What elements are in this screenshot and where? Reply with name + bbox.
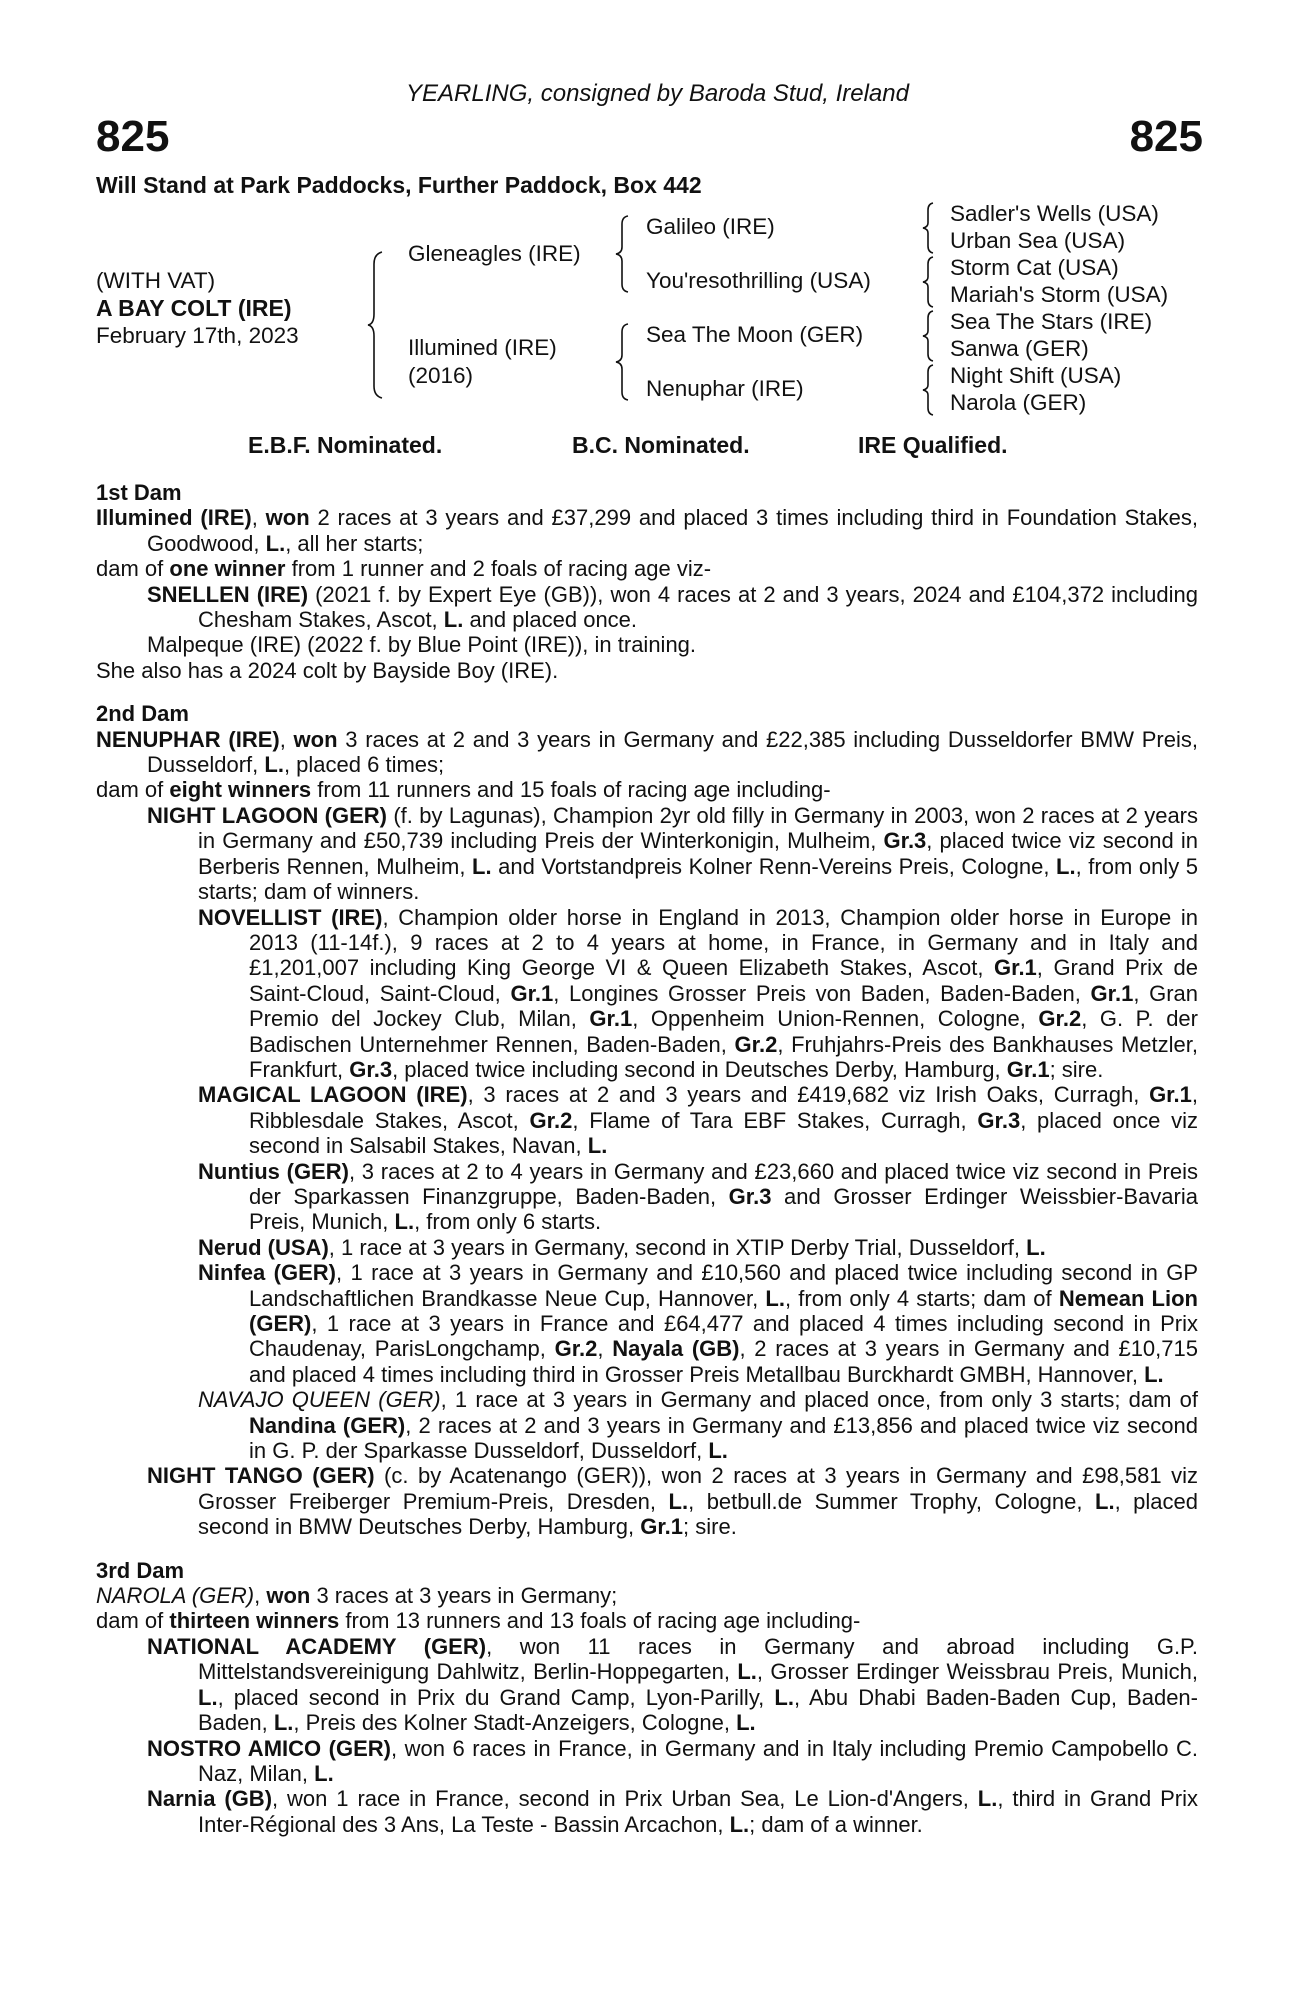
text-run: dam of — [96, 556, 170, 582]
stand-location: Will Stand at Park Paddocks, Further Paddock, Box 442 — [96, 172, 702, 198]
dam-year: (2016) — [408, 363, 474, 388]
text-run: , placed second in Prix du Grand Camp, Lyon-Parilly, — [217, 1684, 775, 1710]
ancestor-gen3: Sadler's Wells (USA) — [950, 201, 1159, 226]
produce-entry — [147, 632, 1198, 657]
bold-text: Gr.2 — [554, 1336, 598, 1362]
text-run: from 13 runners and 13 foals of racing age including- — [339, 1608, 861, 1634]
text-run: , placed second in BMW Deutsches Derby, Hamburg, — [198, 1488, 1198, 1540]
bold-text: L. — [198, 1684, 218, 1710]
text-run: , Fruhjahrs-Preis des Bankhauses Metzler, Frankfurt, — [249, 1031, 1198, 1082]
text-run: , Gran Premio del Jockey Club, Milan, — [249, 980, 1198, 1032]
catalogue-subtitle: YEARLING, consigned by Baroda Stud, Ireland — [406, 80, 909, 107]
text-run: dam of — [96, 777, 170, 803]
bold-text: NATIONAL ACADEMY (GER) — [147, 1633, 487, 1659]
text-run: , Abu Dhabi Baden-Baden Cup, Baden-Baden, — [198, 1684, 1198, 1736]
bold-text: Gr.1 — [510, 980, 554, 1006]
bold-text: Gr.1 — [640, 1514, 684, 1540]
vat-note: (WITH VAT) — [96, 268, 216, 293]
bold-text: SNELLEN (IRE) — [147, 581, 309, 607]
bold-text: L. — [708, 1438, 728, 1464]
bold-text: NIGHT TANGO (GER) — [147, 1463, 375, 1489]
bold-text: won — [266, 1583, 311, 1609]
produce-entry — [198, 1235, 1198, 1260]
italic-text: NAROLA (GER) — [96, 1583, 255, 1609]
bold-text: L. — [668, 1488, 689, 1514]
bold-text: MAGICAL LAGOON (IRE) — [198, 1082, 468, 1108]
brace-g3-3 — [922, 310, 938, 362]
text-run: , from only 4 starts; dam of — [784, 1285, 1059, 1311]
text-run: 3 races at 3 years in Germany; — [310, 1583, 618, 1609]
text-run: , Ribblesdale Stakes, Ascot, — [249, 1082, 1198, 1133]
ancestor-gen3: Sanwa (GER) — [950, 336, 1089, 361]
text-run: from 11 runners and 15 foals of racing age including- — [311, 777, 831, 803]
bold-text: thirteen winners — [169, 1608, 340, 1634]
bold-text: L. — [736, 1710, 756, 1736]
text-run: ; sire. — [683, 1514, 737, 1540]
sire: Gleneagles (IRE) — [408, 241, 581, 266]
dam-line-details — [96, 480, 1198, 1837]
bold-text: Nemean Lion (GER) — [249, 1285, 1198, 1336]
bold-text: NOVELLIST (IRE) — [198, 904, 383, 930]
dam-section — [96, 480, 1198, 683]
ancestor-gen3: Narola (GER) — [950, 390, 1087, 415]
produce-entry — [96, 556, 1198, 581]
bold-text: Gr.3 — [349, 1056, 393, 1082]
text-run: , third in Grand Prix Inter-Régional des 3 Ans, La Teste - Bassin Arcachon, — [198, 1786, 1198, 1837]
brace-g3-2 — [922, 256, 938, 308]
text-run: ; dam of a winner. — [749, 1811, 923, 1837]
text-run: 2 races at 3 years and £37,299 and placed 3 times including third in Foundation Stakes, Goodwood, — [147, 505, 1198, 556]
produce-entry — [96, 1583, 1198, 1608]
text-run: , won 6 races in France, in Germany and in Italy including Premio Campobello C. Naz, Milan, — [198, 1735, 1198, 1786]
bold-text: eight winners — [169, 777, 312, 803]
produce-entry — [96, 505, 1198, 556]
produce-entry — [198, 1082, 1198, 1158]
bold-text: Gr.1 — [1006, 1056, 1050, 1082]
produce-entry — [147, 1634, 1198, 1736]
text-run: , — [254, 1583, 267, 1609]
text-run: , betbull.de Summer Trophy, Cologne, — [688, 1488, 1095, 1514]
text-run: from 1 runner and 2 foals of racing age viz- — [285, 556, 712, 582]
bold-text: Nandina (GER) — [249, 1412, 406, 1438]
bold-text: L. — [1095, 1488, 1115, 1514]
bold-text: Nuntius (GER) — [198, 1158, 349, 1184]
lot-subject-name: A BAY COLT (IRE) — [96, 295, 292, 321]
granddam-paternal: You'resothrilling (USA) — [646, 268, 871, 293]
ancestor-gen3: Storm Cat (USA) — [950, 255, 1119, 280]
text-run: She also has a 2024 colt by Bayside Boy (IRE). — [96, 657, 559, 683]
bold-text: Gr.3 — [728, 1183, 772, 1209]
bold-text: Ninfea (GER) — [198, 1260, 336, 1286]
ancestor-gen3: Sea The Stars (IRE) — [950, 309, 1153, 334]
text-run: dam of — [96, 1608, 170, 1634]
bold-text: L. — [443, 607, 464, 633]
produce-entry — [198, 1159, 1198, 1235]
text-run: , placed 6 times; — [283, 752, 445, 778]
text-run: (c. by Acatenango (GER)), won 2 races at 3 years in Germany and £98,581 viz Grosser Freiberger Premium-Preis, Dresden, — [198, 1463, 1198, 1514]
ire-qualified: IRE Qualified. — [858, 432, 1008, 458]
produce-entry — [96, 658, 1198, 683]
grandsire-paternal: Galileo (IRE) — [646, 214, 775, 239]
produce-entry — [147, 803, 1198, 905]
ancestor-gen3: Urban Sea (USA) — [950, 228, 1126, 253]
dam-section — [96, 1558, 1198, 1837]
text-run: , placed once viz second in Salsabil Stakes, Navan, — [249, 1107, 1198, 1159]
bold-text: Gr.2 — [734, 1031, 778, 1057]
italic-text: NAVAJO QUEEN (GER) — [198, 1387, 441, 1413]
bold-text: NIGHT LAGOON (GER) — [147, 802, 388, 828]
text-run: , won 11 races in Germany and abroad including G.P. Mittelstandsvereinigung Dahlwitz, Berlin-Hoppegarten, — [198, 1633, 1199, 1685]
text-run: , Oppenheim Union-Rennen, Cologne, — [632, 1006, 1039, 1032]
bold-text: L. — [1026, 1234, 1046, 1260]
bold-text: NOSTRO AMICO (GER) — [147, 1735, 391, 1761]
ancestor-gen3: Mariah's Storm (USA) — [950, 282, 1169, 307]
brace-g3-1 — [922, 202, 938, 254]
bold-text: Gr.1 — [1090, 980, 1134, 1006]
bold-text: L. — [765, 1285, 785, 1311]
bold-text: Gr.1 — [993, 955, 1037, 981]
bold-text: L. — [264, 752, 284, 778]
granddam-maternal: Nenuphar (IRE) — [646, 376, 804, 401]
text-run: , — [597, 1336, 613, 1362]
produce-entry — [96, 777, 1198, 802]
bc-nominated: B.C. Nominated. — [572, 432, 750, 458]
bold-text: L. — [729, 1811, 750, 1837]
lot-number-right: 825 — [1129, 112, 1203, 161]
bold-text: Gr.1 — [1149, 1082, 1192, 1108]
text-run: , Preis des Kolner Stadt-Anzeigers, Cologne, — [293, 1710, 737, 1736]
produce-entry — [147, 1786, 1198, 1837]
brace-dam-line — [616, 322, 634, 402]
bold-text: Gr.2 — [1038, 1006, 1082, 1032]
foaling-date: February 17th, 2023 — [96, 323, 299, 348]
produce-entry — [147, 582, 1198, 633]
bold-text: won — [265, 505, 310, 531]
bold-text: Nayala (GB) — [612, 1336, 740, 1362]
bold-text: Gr.3 — [883, 828, 927, 854]
bold-text: L. — [273, 1710, 294, 1736]
bold-text: Nerud (USA) — [198, 1234, 329, 1260]
bold-text: Narnia (GB) — [147, 1786, 273, 1812]
produce-entry — [198, 905, 1198, 1083]
text-run: , 1 race at 3 years in France and £64,477 and placed 4 times including second in Prix Chaudenay, ParisLongchamp, — [249, 1311, 1198, 1362]
grandsire-maternal: Sea The Moon (GER) — [646, 322, 864, 347]
text-run: , 1 race at 3 years in Germany and £10,560 and placed twice including second in GP Landschaftlichen Brandkasse Neue Cup, Hannover, — [249, 1260, 1198, 1311]
ebf-nominated: E.B.F. Nominated. — [248, 432, 443, 458]
text-run: , from only 6 starts. — [414, 1209, 602, 1235]
bold-text: L. — [394, 1209, 415, 1235]
text-run: , G. P. der Badischen Unternehmer Rennen, Baden-Baden, — [249, 1006, 1198, 1057]
dam-section-heading: 1st Dam — [96, 480, 182, 505]
text-run: , — [251, 505, 266, 531]
bold-text: won — [293, 726, 338, 752]
text-run: ; sire. — [1049, 1056, 1104, 1082]
dam: Illumined (IRE) — [408, 335, 557, 360]
text-run: , Longines Grosser Preis von Baden, Baden-Baden, — [553, 980, 1091, 1006]
text-run: 3 races at 2 and 3 years in Germany and £22,385 including Dusseldorfer BMW Preis, Dusseldorf, — [147, 726, 1198, 778]
dam-section-heading: 3rd Dam — [96, 1557, 185, 1583]
text-run: , placed twice viz second in Berberis Rennen, Mulheim, — [198, 828, 1199, 879]
lot-number-left: 825 — [96, 112, 170, 161]
bold-text: L. — [265, 530, 286, 556]
brace-sire-line — [616, 214, 634, 294]
text-run: , won 1 race in France, second in Prix Urban Sea, Le Lion-d'Angers, — [272, 1786, 978, 1812]
dam-section — [96, 701, 1198, 1539]
text-run: , Grosser Erdinger Weissbrau Preis, Munich, — [756, 1659, 1198, 1685]
bold-text: one winner — [169, 556, 286, 582]
text-run: , Flame of Tara EBF Stakes, Curragh, — [572, 1107, 978, 1133]
bold-text: Gr.2 — [529, 1107, 573, 1133]
text-run: (f. by Lagunas), Champion 2yr old filly in Germany in 2003, won 2 races at 2 years in Germany and £50,739 including Preis der Winterkonigin, Mulheim, — [198, 802, 1199, 854]
text-run: , — [279, 726, 294, 752]
text-run: Malpeque (IRE) (2022 f. by Blue Point (IRE)), in training. — [147, 632, 697, 658]
text-run: , 1 race at 3 years in Germany and placed once, from only 3 starts; dam of — [440, 1387, 1198, 1413]
bold-text: L. — [737, 1659, 757, 1685]
brace-gen1 — [368, 250, 388, 400]
brace-g3-4 — [922, 364, 938, 416]
bold-text: L. — [587, 1133, 608, 1159]
produce-entry — [198, 1387, 1198, 1463]
text-run: and placed once. — [463, 607, 638, 633]
text-run: , from only 5 starts; dam of winners. — [198, 853, 1198, 905]
bold-text: L. — [774, 1684, 794, 1710]
text-run: , all her starts; — [285, 530, 424, 556]
text-run: , Grand Prix de Saint-Cloud, Saint-Cloud, — [249, 955, 1199, 1006]
text-run: , Champion older horse in England in 2013, Champion older horse in Europe in 2013 (11-14f.), 9 races at 2 to 4 years at home, in France, in Germany and in Italy and £1,201,007 including King George VI & Queen Elizabeth Stakes, Ascot, — [249, 904, 1198, 981]
produce-entry — [96, 727, 1198, 778]
produce-entry — [147, 1736, 1198, 1787]
text-run: , 2 races at 2 and 3 years in Germany and £13,856 and placed twice viz second in G. P. der Sparkasse Dusseldorf, Dusseldorf, — [249, 1412, 1199, 1464]
bold-text: NENUPHAR (IRE) — [96, 726, 280, 752]
bold-text: Gr.3 — [977, 1107, 1021, 1133]
text-run: , 2 races at 3 years in Germany and £10,715 and placed 4 times including third in Grosser Preis Metallbau Burckhardt GMBH, Hannover, — [249, 1336, 1198, 1387]
bold-text: L. — [1056, 853, 1076, 879]
bold-text: Illumined (IRE) — [96, 505, 252, 531]
bold-text: L. — [1144, 1361, 1164, 1387]
bold-text: L. — [314, 1760, 334, 1786]
dam-section-heading: 2nd Dam — [96, 701, 189, 727]
produce-entry — [96, 1608, 1198, 1633]
text-run: , 3 races at 2 to 4 years in Germany and £23,660 and placed twice viz second in Preis der Sparkassen Finanzgruppe, Baden-Baden, — [249, 1158, 1198, 1209]
bold-text: Gr.1 — [589, 1006, 633, 1032]
text-run: , placed twice including second in Deutsches Derby, Hamburg, — [392, 1056, 1007, 1082]
produce-entry — [147, 1463, 1198, 1539]
text-run: , 1 race at 3 years in Germany, second in XTIP Derby Trial, Dusseldorf, — [328, 1234, 1027, 1260]
text-run: (2021 f. by Expert Eye (GB)), won 4 races at 2 and 3 years, 2024 and £104,372 including Chesham Stakes, Ascot, — [198, 581, 1198, 633]
bold-text: L. — [472, 853, 492, 879]
text-run: and Vortstandpreis Kolner Renn-Vereins Preis, Cologne, — [491, 853, 1057, 879]
produce-entry — [198, 1260, 1198, 1387]
text-run: and Grosser Erdinger Weissbier-Bavaria Preis, Munich, — [249, 1183, 1198, 1235]
bold-text: L. — [977, 1786, 998, 1812]
ancestor-gen3: Night Shift (USA) — [950, 363, 1122, 388]
text-run: , 3 races at 2 and 3 years and £419,682 viz Irish Oaks, Curragh, — [467, 1082, 1150, 1108]
